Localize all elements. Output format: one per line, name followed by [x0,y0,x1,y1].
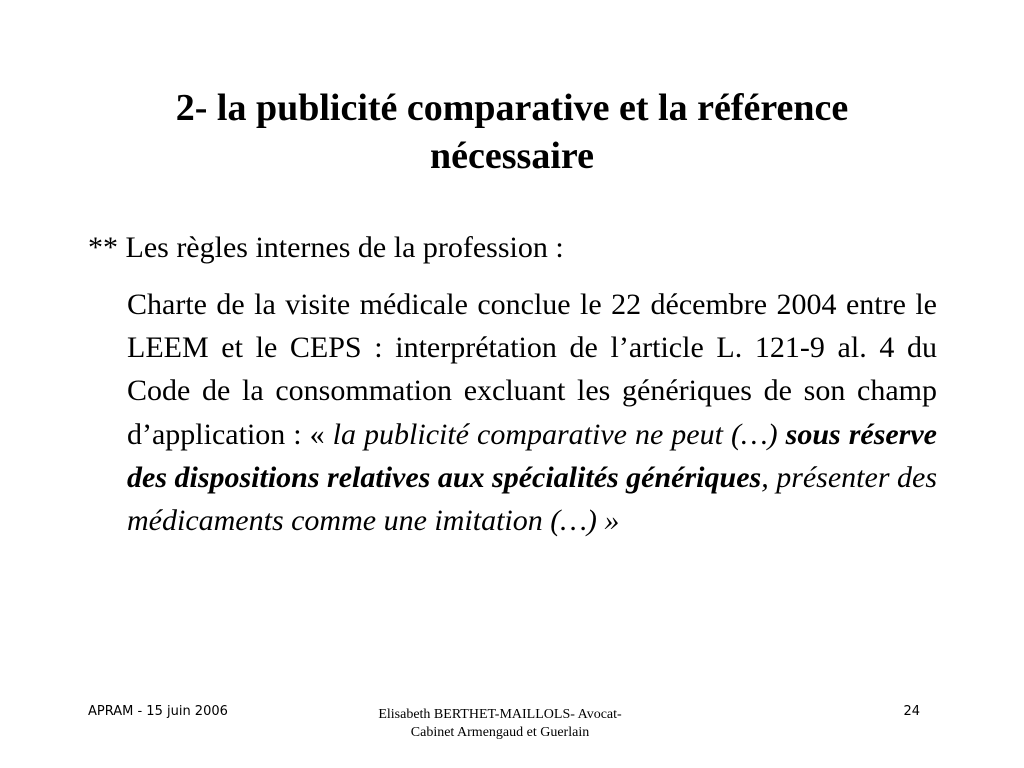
slide-title [60,84,964,180]
slide-title-line-1: 2- la publicité comparative et la référence [175,87,849,129]
body-text-bold-italic: sous réserve des dispositions relatives aux spécialités génériques [127,417,937,494]
footer-author [330,706,670,742]
body-text-plain: Charte de la visite médicale conclue le 22 décembre 2004 entre le LEEM et le CEPS : interprétation de l’article L. 121-9 al. 4 du Code de la consommation excluant les génériques de son champ d’application : « [127,288,937,451]
page-number: 24 [903,704,920,719]
bullet-heading: ** Les règles internes de la profession : [88,231,564,264]
body-text-italic: la publicité comparative ne peut (…) [332,417,786,451]
body-text-italic-end: , présenter des médicaments comme une imitation (…) » [127,460,937,538]
footer-author-line-1: Elisabeth BERTHET-MAILLOLS- Avocat- [378,707,622,722]
body-paragraph [127,283,937,542]
footer-date: APRAM - 15 juin 2006 [88,704,228,719]
slide-title-line-2: nécessaire [430,135,594,177]
footer-author-line-2: Cabinet Armengaud et Guerlain [410,725,590,740]
